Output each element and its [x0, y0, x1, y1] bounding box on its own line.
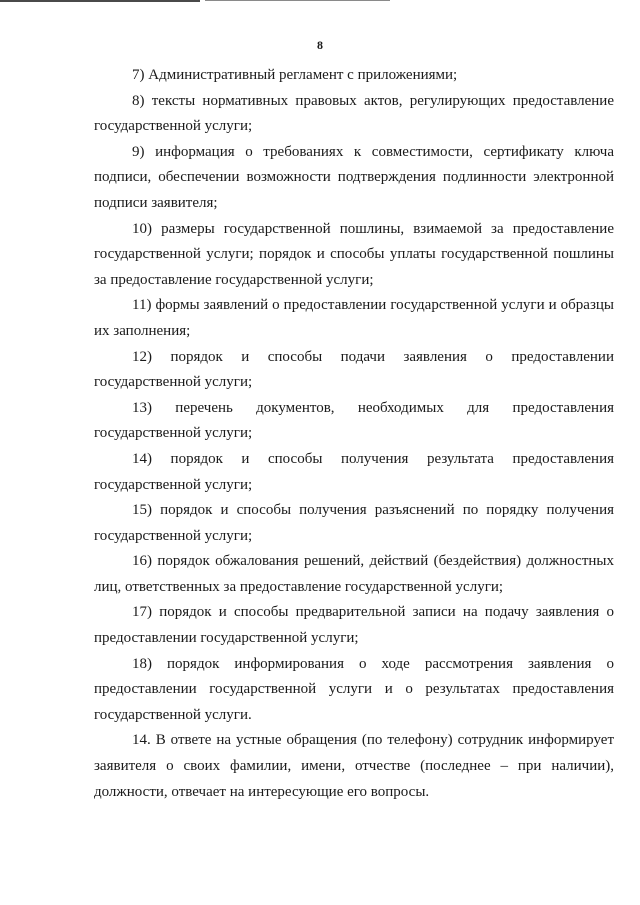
paragraph-item-9: 9) информация о требованиях к совместимости, сертификату ключа подписи, обеспечении возможности подтверждения подлинности электронной подписи заявителя; [94, 143, 614, 211]
top-edge-rule [0, 0, 200, 2]
page-number: 8 [317, 38, 323, 52]
paragraph-item-17: 17) порядок и способы предварительной записи на подачу заявления о предоставлении государственной услуги; [94, 604, 614, 647]
paragraph-item-18: 18) порядок информирования о ходе рассмотрения заявления о предоставлении государственной услуги и о результатах предоставления государственной услуги. [94, 655, 614, 723]
paragraph-item-7: 7) Административный регламент с приложениями; [132, 67, 458, 83]
paragraph-item-14: 14) порядок и способы получения результата предоставления государственной услуги; [94, 450, 614, 493]
top-edge-rule-secondary [205, 0, 390, 1]
paragraph-item-13: 13) перечень документов, необходимых для предоставления государственной услуги; [94, 399, 614, 442]
paragraph-item-10: 10) размеры государственной пошлины, взимаемой за предоставление государственной услуги; порядок и способы уплаты государственной пошлины за предоставление государственной услуги; [94, 220, 614, 288]
paragraph-item-15: 15) порядок и способы получения разъяснений по порядку получения государственной услуги; [94, 502, 614, 544]
paragraph-item-8: 8) тексты нормативных правовых актов, регулирующих предоставление государственной услуги; [94, 92, 614, 135]
document-body [94, 63, 614, 805]
paragraph-item-12: 12) порядок и способы подачи заявления о предоставлении государственной услуги; [94, 348, 614, 391]
paragraph-item-16: 16) порядок обжалования решений, действий (бездействия) должностных лиц, ответственных за предоставление государственной услуги; [94, 553, 614, 595]
paragraph-section-14: 14. В ответе на устные обращения (по телефону) сотрудник информирует заявителя о своих фамилии, имени, отчестве (последнее – при наличии), должности, отвечает на интересующие его вопросы. [94, 732, 614, 800]
paragraph-item-11: 11) формы заявлений о предоставлении государственной услуги и образцы их заполнения; [94, 297, 614, 339]
